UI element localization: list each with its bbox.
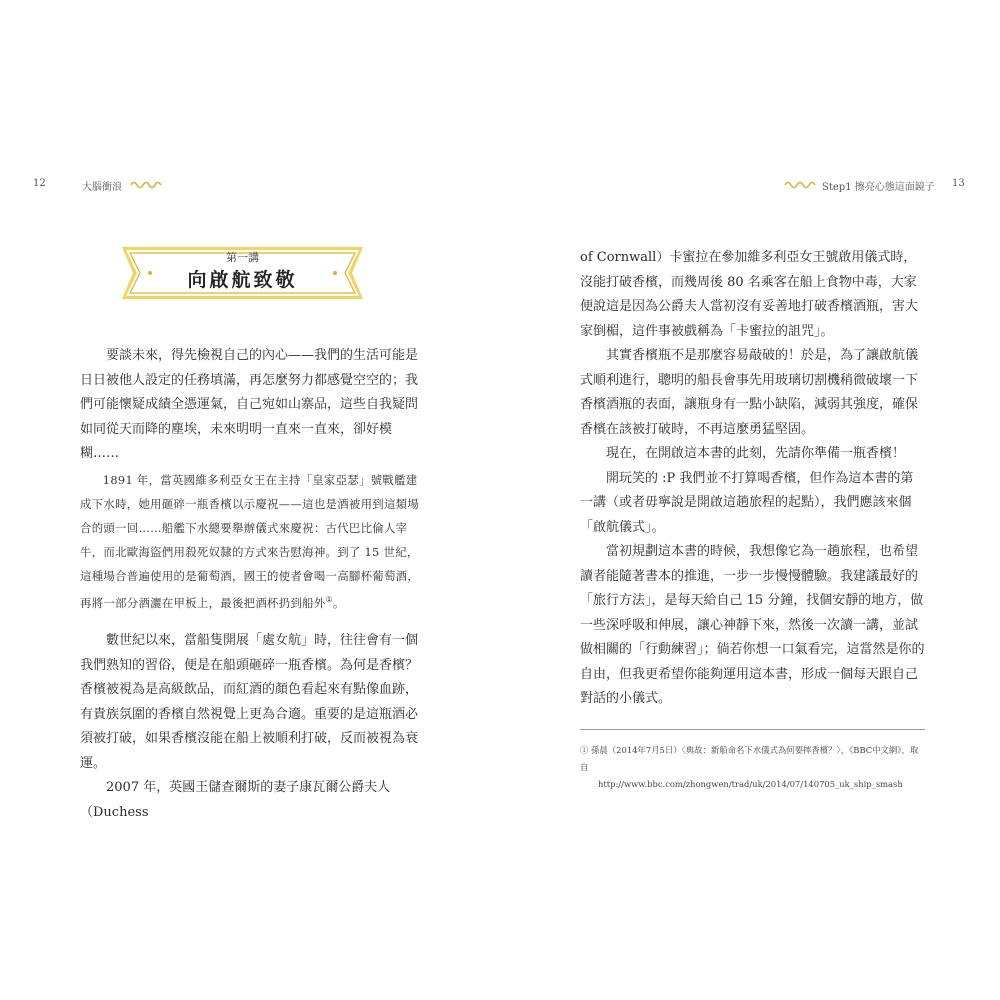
lecture-label: 第一講 — [226, 251, 259, 264]
intro-text: 要談未來，得先檢視自己的內心——我們的生活可能是日日被他人設定的任務填滿，再怎麼努力都感覺空空的；我們可能懷疑成績全憑運氣，自己宛如山寨品，這些自我疑問如同從天而降的塵埃，未來明明一直來一直來，卻好模糊…… — [80, 348, 419, 461]
footnote-url[interactable]: http://www.bbc.com/zhongwen/trad/uk/2014/07/140705_uk_ship_smash — [598, 779, 903, 789]
right-body — [580, 246, 925, 712]
body-paragraph: 其實香檳瓶不是那麼容易敲破的！於是，為了讓啟航儀式順利進行，聰明的船長會事先用玻璃切割機稍微破壞一下香檳酒瓶的表面，讓瓶身有一點小缺陷，減弱其強度，確保香檳在該被打破時，不再這麼勇猛堅固。 — [580, 348, 919, 437]
body-paragraph: of Cornwall）卡蜜拉在參加維多利亞女王號啟用儀式時，沒能打破香檳，而幾周後 80 名乘客在船上食物中毒，大家便說這是因為公爵夫人當初沒有妥善地打破香檳酒瓶，害大家倒楣，這件事被戲稱為「卡蜜拉的詛咒」。 — [580, 250, 919, 339]
footnote — [580, 742, 925, 793]
intro-paragraph — [80, 344, 425, 467]
body-paragraph: 數世紀以來，當船隻開展「處女航」時，往往會有一個我們熟知的習俗，便是在船頭砸碎一瓶香檳。為何是香檳？香檳被視為是高級飲品，而紅酒的顏色看起來有點像血跡，有貴族氛圍的香檳自然視覺上更為合適。重要的是這瓶酒必須被打破，如果香檳沒能在船上被順利打破，反而被視為衰運。 — [80, 633, 419, 771]
wave-ornament-left-icon — [130, 179, 164, 189]
right-section-title: Step1 擦亮心態這面鏡子 — [822, 182, 935, 193]
footnote-mark: ① — [325, 595, 333, 604]
quote-end: 。 — [333, 595, 345, 610]
left-body — [80, 629, 425, 825]
footnote-citation: ① 孫晨（2014年7月5日）〈典故：新船命名下水儀式為何要摔香檳？〉，《BBC中文網》，取自 — [580, 745, 919, 772]
left-page-number: 12 — [33, 178, 46, 189]
lecture-title: 向啟航致敬 — [187, 269, 298, 291]
wave-ornament-right-icon — [784, 179, 818, 189]
quote-text: 1891 年，當英國維多利亞女王在主持「皇家亞瑟」號戰艦建成下水時，她用砸碎一瓶香檳以示慶祝——這也是酒被用到這類場合的頭一回……船艦下水總要舉辦儀式來慶祝：古代巴比倫人宰牛，而北歐海盜們用殺死奴隸的方式來告慰海神。到了 15 世紀，這種場合普遍使用的是葡萄酒，國王的使者會喝一高腳杯葡萄酒，再將一部分酒灑在甲板上，最後把酒杯扔到船外 — [80, 473, 420, 610]
left-book-title: 大腦衝浪 — [82, 182, 122, 193]
body-paragraph: 開玩笑的 :P 我們並不打算喝香檳，但作為這本書的第一講（或者毋寧說是開啟這趟旅程的起點），我們應該來個「啟航儀式」。 — [580, 470, 914, 535]
right-page-number: 13 — [952, 178, 965, 189]
footnote-divider — [580, 729, 925, 730]
body-paragraph: 現在，在開啟這本書的此刻，先請你準備一瓶香檳！ — [606, 446, 906, 461]
history-quote — [80, 468, 425, 615]
body-paragraph: 2007 年，英國王儲查爾斯的妻子康瓦爾公爵夫人（Duchess — [80, 780, 391, 820]
body-paragraph: 當初規劃這本書的時候，我想像它為一趟旅程，也希望讀者能隨著書本的推進，一步一步慢慢體驗。我建議最好的「旅行方法」，是每天給自己 15 分鐘，找個安靜的地方，做一些深呼吸和伸展，讓心神靜下來，然後一次讀一講，並試做相關的「行動練習」；倘若你想一口氣看完，這當然是你的自由，但我更希望你能夠運用這本書，形成一個每天跟自己對話的小儀式。 — [580, 544, 925, 706]
lecture-title-banner — [120, 243, 365, 303]
